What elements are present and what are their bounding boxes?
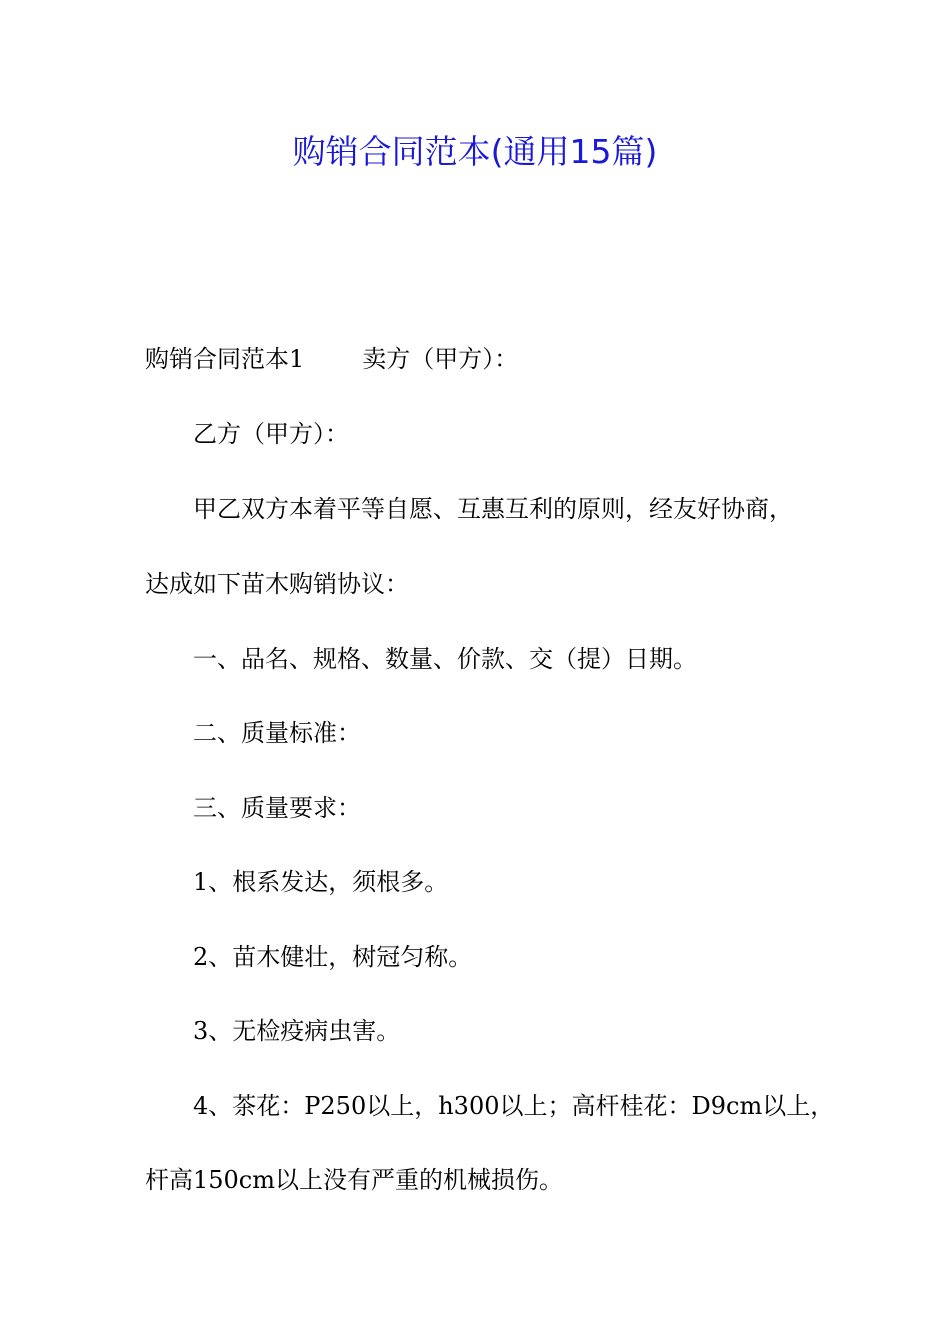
requirement-4-line-2: 杆高150cm以上没有严重的机械损伤。	[145, 1166, 564, 1194]
requirement-4-line-1: 4、茶花：P250以上，h300以上；高杆桂花：D9cm以上，	[193, 1092, 835, 1120]
intro-paragraph-line-2: 达成如下苗木购销协议：	[145, 570, 409, 598]
section-item-1: 一、品名、规格、数量、价款、交（提）日期。	[193, 645, 697, 673]
section-item-2: 二、质量标准：	[193, 719, 361, 747]
section-item-3: 三、质量要求：	[193, 794, 361, 822]
requirement-1: 1、根系发达，须根多。	[193, 868, 449, 896]
document-title: 购销合同范本(通用15篇)	[292, 132, 658, 171]
buyer-label: 乙方（甲方）：	[193, 420, 349, 448]
contract-heading: 购销合同范本1	[145, 345, 305, 373]
requirement-3: 3、无检疫病虫害。	[193, 1017, 401, 1045]
requirement-2: 2、苗木健壮，树冠匀称。	[193, 943, 473, 971]
seller-label: 卖方（甲方）：	[362, 345, 519, 373]
intro-paragraph-line-1: 甲乙双方本着平等自愿、互惠互利的原则，经友好协商，	[193, 495, 793, 523]
heading-line	[145, 343, 518, 375]
